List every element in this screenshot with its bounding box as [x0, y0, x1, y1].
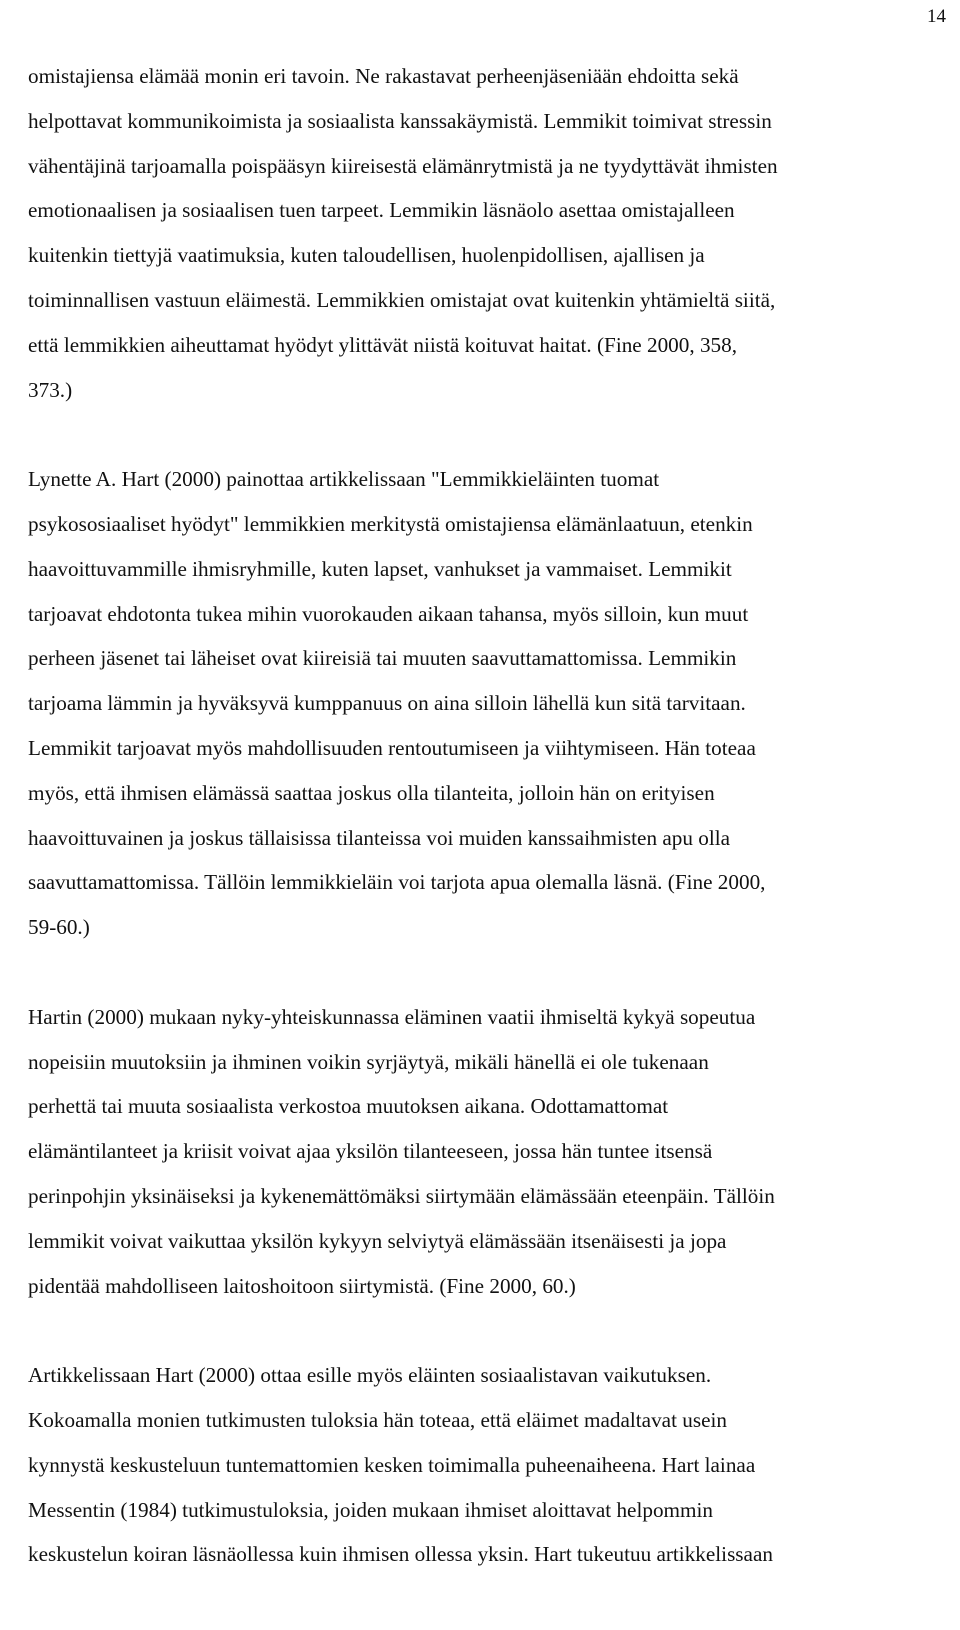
text-line: toiminnallisen vastuun eläimestä. Lemmikkien omistajat ovat kuitenkin yhtämieltä siitä, [28, 287, 776, 312]
text-line: Kokoamalla monien tutkimusten tuloksia hän toteaa, että eläimet madaltavat usein [28, 1407, 727, 1432]
text-line: tarjoavat ehdotonta tukea mihin vuorokauden aikaan tahansa, myös silloin, kun muut [28, 601, 749, 626]
text-line: elämäntilanteet ja kriisit voivat ajaa yksilön tilanteeseen, jossa hän tuntee itsensä [28, 1139, 713, 1164]
text-line: perinpohjin yksinäiseksi ja kykenemättömäksi siirtymään elämässään eteenpäin. Tällöin [28, 1183, 775, 1208]
text-line: Artikkelissaan Hart (2000) ottaa esille myös eläinten sosiaalistavan vaikutuksen. [28, 1363, 712, 1388]
paragraph-pet-ownership [28, 54, 948, 412]
text-line: kuitenkin tiettyjä vaatimuksia, kuten taloudellisen, huolenpidollisen, ajallisen ja [28, 243, 705, 268]
paragraph-hart-society [28, 995, 948, 1309]
text-line: kynnystä keskusteluun tuntemattomien kesken toimimalla puheenaiheena. Hart lainaa [28, 1452, 756, 1477]
page-body [28, 54, 948, 1577]
text-line: psykososiaaliset hyödyt" lemmikkien merkitystä omistajiensa elämänlaatuun, etenkin [28, 511, 753, 536]
text-line: nopeisiin muutoksiin ja ihminen voikin syrjäytyä, mikäli hänellä ei ole tukenaan [28, 1049, 709, 1074]
text-line: 59-60.) [28, 915, 90, 940]
text-line: 373.) [28, 377, 73, 402]
text-line: Lynette A. Hart (2000) painottaa artikkelissaan "Lemmikkieläinten tuomat [28, 467, 660, 492]
text-line: keskustelun koiran läsnäollessa kuin ihmisen ollessa yksin. Hart tukeutuu artikkelissaan [28, 1542, 773, 1567]
text-line: vähentäjinä tarjoamalla poispääsyn kiireisestä elämänrytmistä ja ne tyydyttävät ihmisten [28, 153, 778, 178]
text-line: lemmikit voivat vaikuttaa yksilön kykyyn selviytyä elämässään itsenäisesti ja jopa [28, 1228, 727, 1253]
text-line: perheen jäsenet tai läheiset ovat kiireisiä tai muuten saavuttamattomissa. Lemmikin [28, 646, 737, 671]
text-line: saavuttamattomissa. Tällöin lemmikkieläin voi tarjota apua olemalla läsnä. (Fine 2000, [28, 870, 766, 895]
text-line: pidentää mahdolliseen laitoshoitoon siirtymistä. (Fine 2000, 60.) [28, 1273, 576, 1298]
text-line: tarjoama lämmin ja hyväksyvä kumppanuus on aina silloin lähellä kun sitä tarvitaan. [28, 691, 746, 716]
text-line: myös, että ihmisen elämässä saattaa joskus olla tilanteita, jolloin hän on erityisen [28, 780, 715, 805]
text-line: omistajiensa elämää monin eri tavoin. Ne rakastavat perheenjäseniään ehdoitta sekä [28, 64, 739, 88]
text-line: perhettä tai muuta sosiaalista verkostoa muutoksen aikana. Odottamattomat [28, 1094, 669, 1119]
text-line: haavoittuvammille ihmisryhmille, kuten lapset, vanhukset ja vammaiset. Lemmikit [28, 556, 732, 581]
text-line: että lemmikkien aiheuttamat hyödyt ylittävät niistä koituvat haitat. (Fine 2000, 358, [28, 332, 738, 357]
paragraph-spacer [28, 1308, 948, 1353]
paragraph-spacer [28, 412, 948, 457]
text-line: Messentin (1984) tutkimustuloksia, joiden mukaan ihmiset aloittavat helpommin [28, 1497, 713, 1522]
paragraph-hart-benefits [28, 457, 948, 950]
page-number: 14 [927, 6, 946, 27]
text-line: helpottavat kommunikoimista ja sosiaalista kanssakäymistä. Lemmikit toimivat stressin [28, 108, 772, 133]
paragraph-spacer [28, 950, 948, 995]
text-line: Lemmikit tarjoavat myös mahdollisuuden rentoutumiseen ja viihtymiseen. Hän toteaa [28, 735, 756, 760]
text-line: haavoittuvainen ja joskus tällaisissa tilanteissa voi muiden kanssaihmisten apu olla [28, 825, 731, 850]
text-line: emotionaalisen ja sosiaalisen tuen tarpeet. Lemmikin läsnäolo asettaa omistajalleen [28, 198, 735, 223]
text-line: Hartin (2000) mukaan nyky-yhteiskunnassa eläminen vaatii ihmiseltä kykyä sopeutua [28, 1004, 756, 1029]
paragraph-hart-socializing [28, 1353, 948, 1577]
